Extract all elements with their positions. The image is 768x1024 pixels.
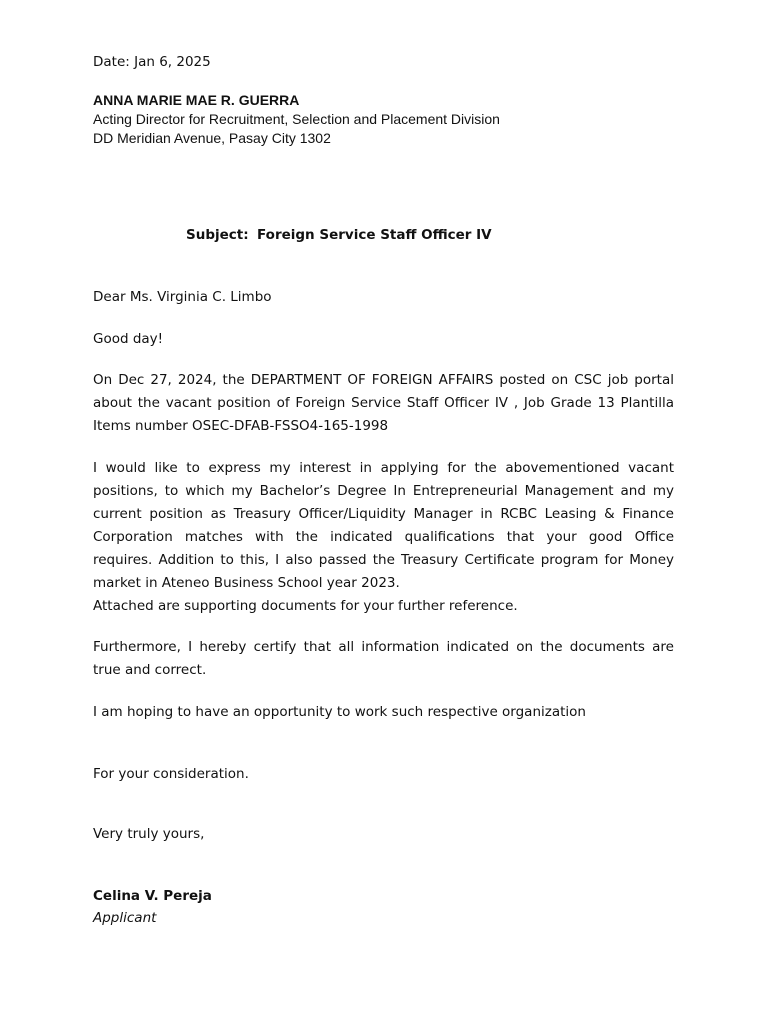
closing-line: For your consideration. <box>93 766 249 782</box>
paragraph-line: true and correct. <box>93 662 207 678</box>
subject-line <box>186 227 492 243</box>
paragraph-line: I would like to express my interest in applying for the abovementioned vacant <box>93 460 674 476</box>
paragraph-line: requires. Addition to this, I also passed the Treasury Certificate program for Money <box>93 552 674 568</box>
recipient-title: Acting Director for Recruitment, Selection and Placement Division <box>93 111 500 127</box>
paragraph-job-posting <box>93 369 674 438</box>
paragraph-line: positions, to which my Bachelor’s Degree In Entrepreneurial Management and my <box>93 483 674 499</box>
greeting: Good day! <box>93 331 164 347</box>
signer-role: Applicant <box>93 910 157 926</box>
paragraph-line: Items number OSEC-DFAB-FSSO4-165-1998 <box>93 418 389 434</box>
paragraph-line: market in Ateneo Business School year 2023. <box>93 575 400 591</box>
valediction: Very truly yours, <box>93 826 205 842</box>
subject-label: Subject: <box>186 227 249 243</box>
paragraph-line: current position as Treasury Officer/Liquidity Manager in RCBC Leasing & Finance <box>93 506 674 522</box>
paragraph-certification <box>93 636 674 682</box>
subject-text: Foreign Service Staff Officer IV <box>257 227 492 243</box>
recipient-name: ANNA MARIE MAE R. GUERRA <box>93 92 300 108</box>
paragraph-interest <box>93 457 674 618</box>
paragraph-line: I am hoping to have an opportunity to work such respective organization <box>93 704 586 720</box>
paragraph-line: On Dec 27, 2024, the DEPARTMENT OF FOREIGN AFFAIRS posted on CSC job portal <box>93 372 674 388</box>
salutation: Dear Ms. Virginia C. Limbo <box>93 289 272 305</box>
paragraph-line: Furthermore, I hereby certify that all information indicated on the documents are <box>93 639 674 655</box>
paragraph-line: Attached are supporting documents for your further reference. <box>93 598 518 614</box>
paragraph-line: about the vacant position of Foreign Service Staff Officer IV , Job Grade 13 Plantilla <box>93 395 674 411</box>
letter-date: Date: Jan 6, 2025 <box>93 54 211 70</box>
signer-name: Celina V. Pereja <box>93 888 212 904</box>
paragraph-hope <box>93 701 674 724</box>
paragraph-line: Corporation matches with the indicated qualifications that your good Office <box>93 529 674 545</box>
recipient-address: DD Meridian Avenue, Pasay City 1302 <box>93 130 331 146</box>
